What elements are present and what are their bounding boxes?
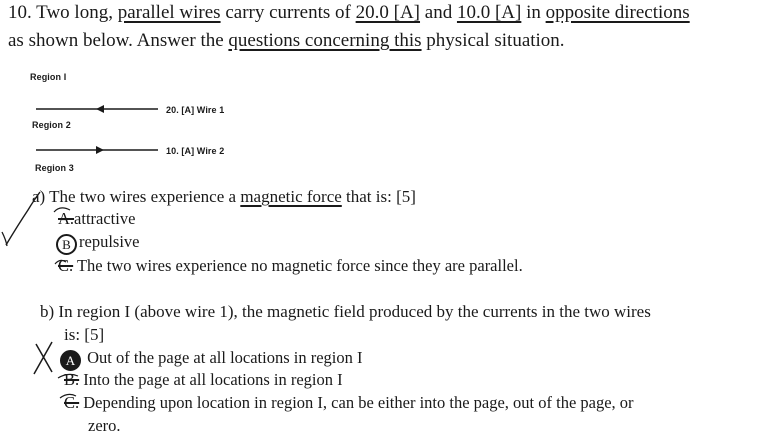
wire-2-label: 10. [A] Wire 2	[166, 146, 225, 156]
circled-answer-a: A	[60, 350, 81, 371]
option-c-line2: zero.	[88, 416, 121, 435]
wire-1-label: 20. [A] Wire 1	[166, 105, 225, 115]
wire-1-arrow-left-icon	[96, 105, 104, 113]
region-2-label: Region 2	[32, 120, 71, 130]
handwritten-cross-icon	[34, 342, 52, 374]
question-header-line1: 10. Two long, parallel wires carry currents of 20.0 [A] and 10.0 [A] in opposite directions	[8, 2, 690, 23]
underlined-magnetic-force: magnetic force	[240, 187, 342, 206]
option-a-out-of-page: A Out of the page at all locations in region I	[60, 348, 363, 371]
region-3-label: Region 3	[35, 163, 74, 173]
option-c-no-force: C. The two wires experience no magnetic force since they are parallel.	[58, 256, 523, 275]
question-a-prompt: a) The two wires experience a magnetic force that is: [5]	[32, 187, 416, 206]
underlined-parallel-wires: parallel wires	[117, 2, 221, 23]
wire-2	[36, 146, 158, 154]
option-b-repulsive: B repulsive	[56, 232, 139, 255]
option-c-depends-on-location: C. Depending upon location in region I, can be either into the page, out of the page, or	[64, 393, 634, 412]
question-b-prompt-line2: is: [5]	[64, 325, 105, 344]
current-2: 10.0 [A]	[456, 2, 522, 23]
current-1: 20.0 [A]	[355, 2, 421, 23]
question-header-line2: as shown below. Answer the questions concerning this physical situation.	[8, 30, 565, 51]
option-b-into-page: B. Into the page at all locations in region I	[64, 370, 343, 389]
wire-1	[36, 105, 158, 113]
underlined-opposite-directions: opposite directions	[545, 2, 690, 23]
option-a-attractive: A.attractive	[58, 209, 136, 228]
wire-2-arrow-right-icon	[96, 146, 104, 154]
circled-answer-b: B	[56, 234, 77, 255]
question-b-prompt-line1: b) In region I (above wire 1), the magnetic field produced by the currents in the two wires	[40, 302, 651, 321]
question-number: 10.	[8, 2, 32, 23]
underlined-questions: questions concerning this	[228, 30, 422, 51]
region-1-label: Region I	[30, 72, 67, 82]
